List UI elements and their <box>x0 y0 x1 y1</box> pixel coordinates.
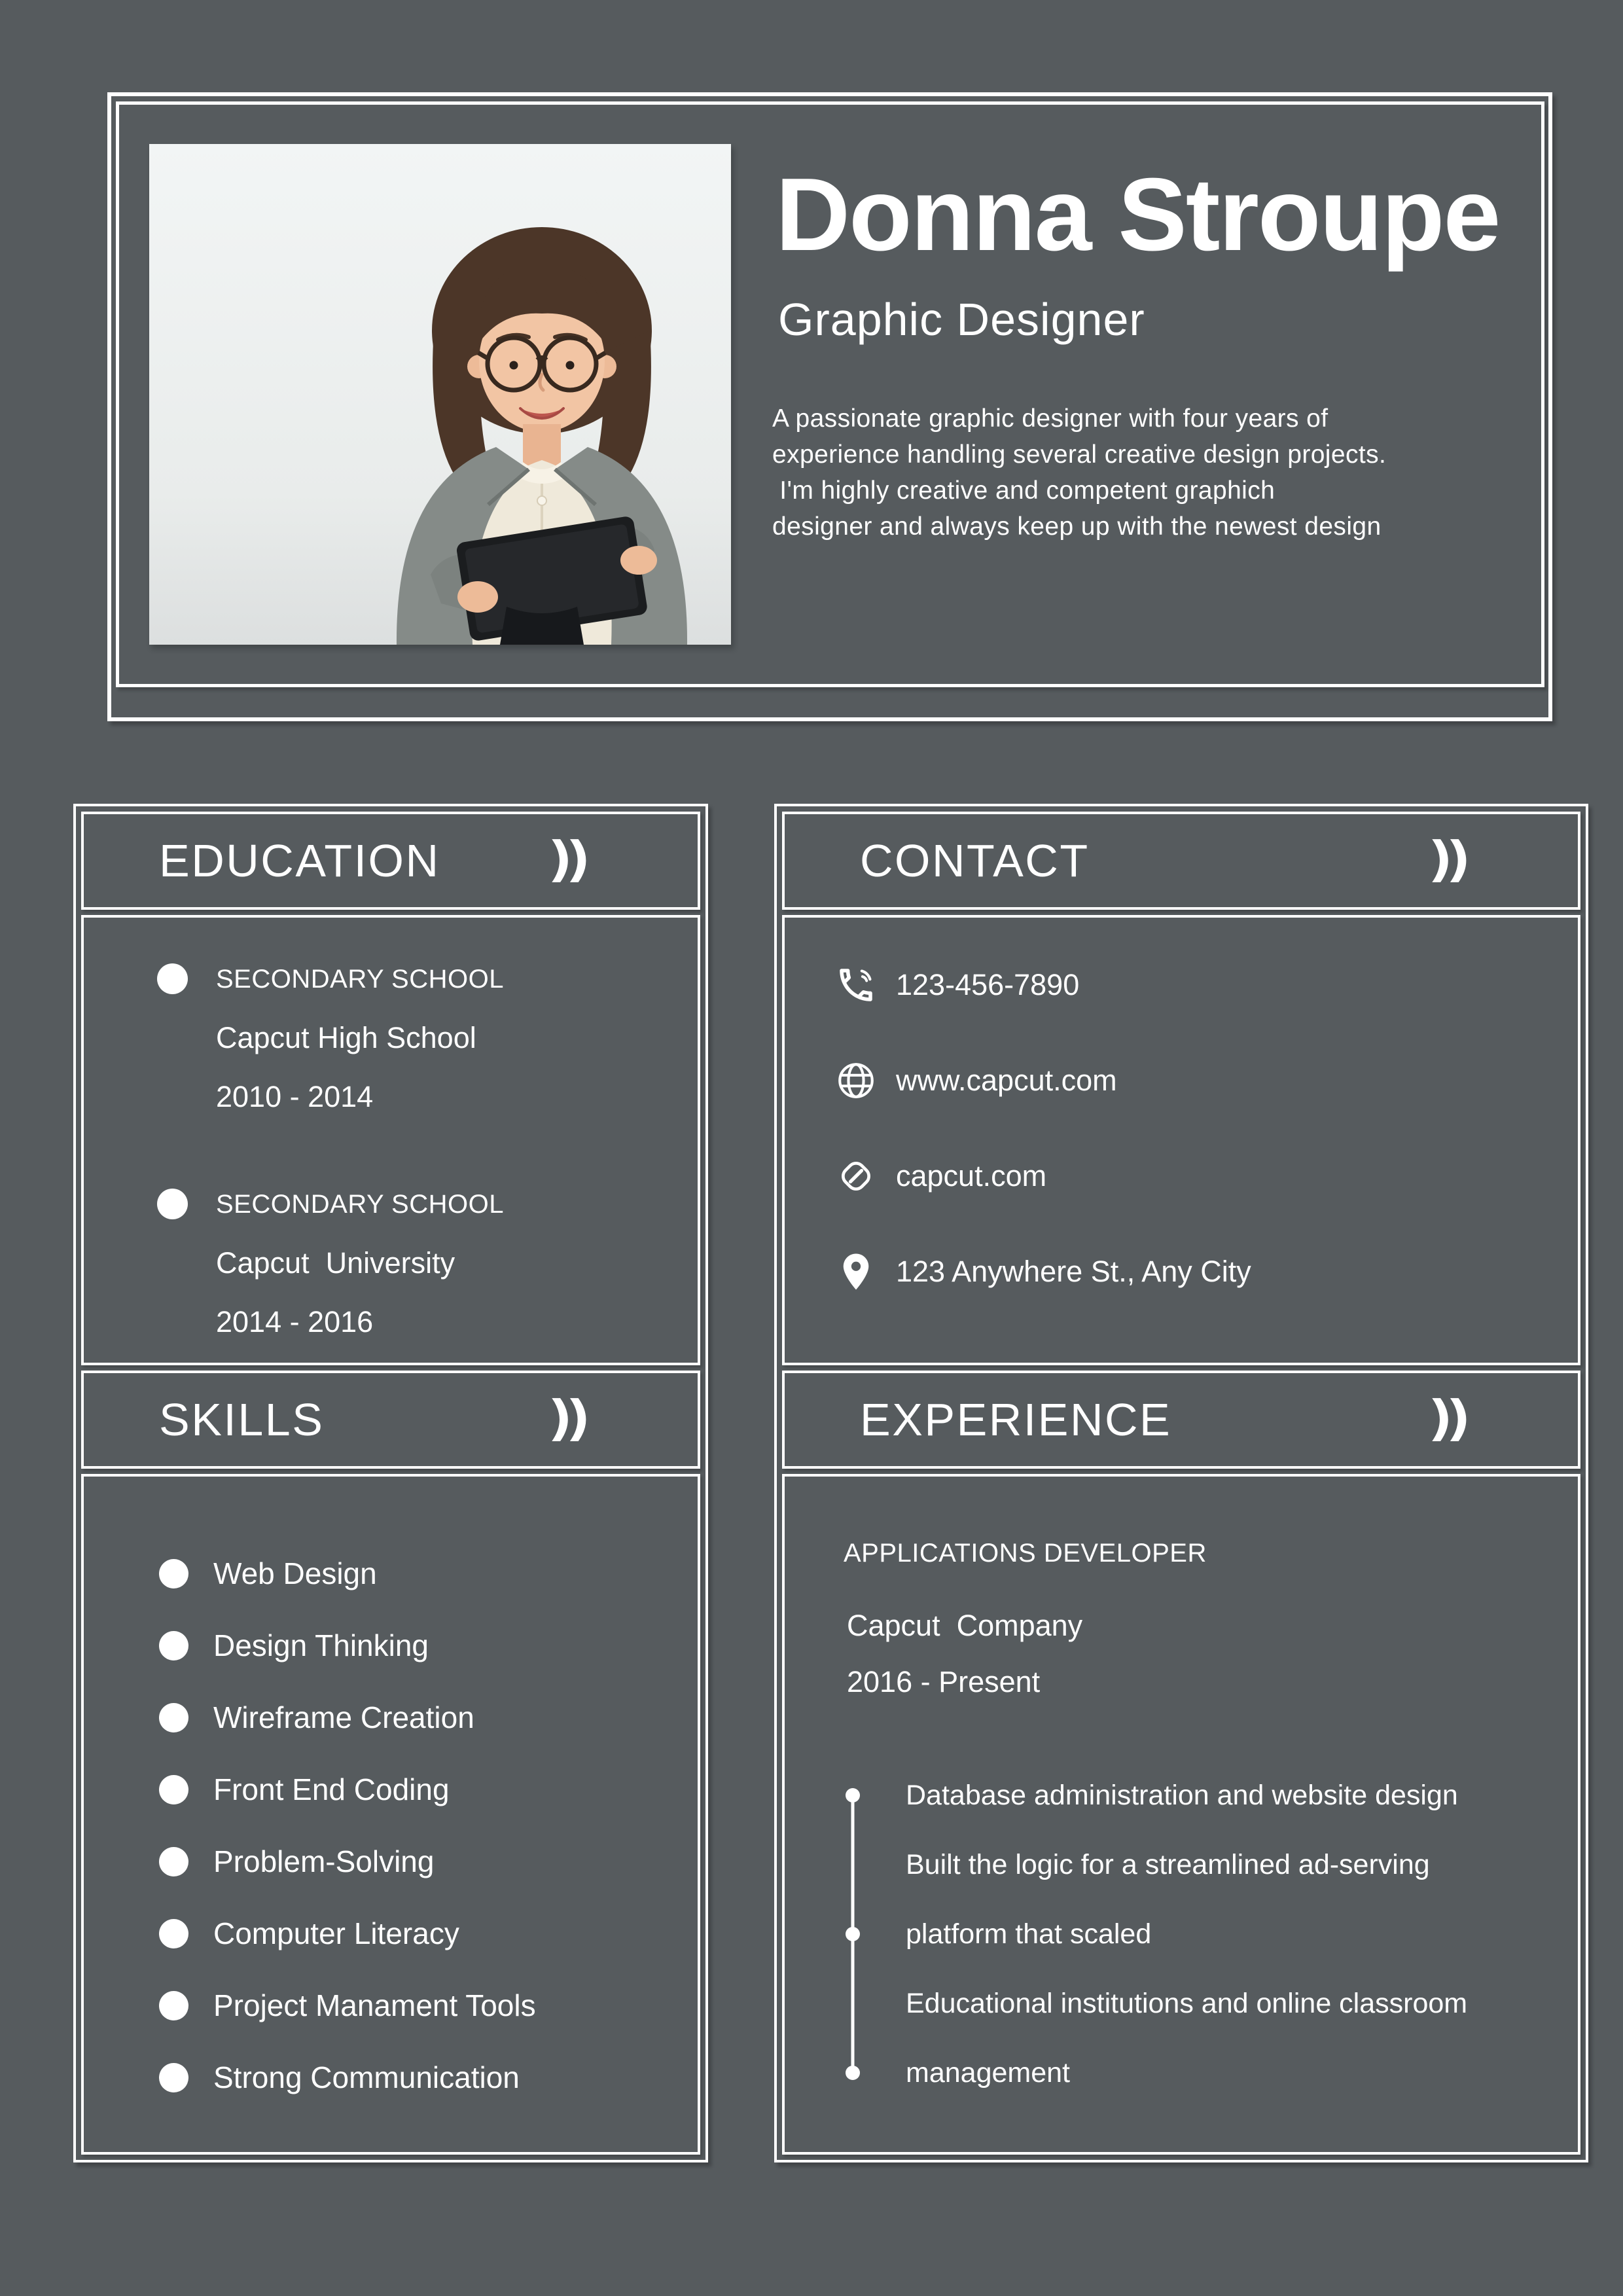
profile-photo <box>149 144 731 645</box>
skill-item <box>159 1609 698 1681</box>
skill-label: Problem-Solving <box>213 1844 435 1878</box>
education-entry <box>157 950 698 1126</box>
skill-label: Front End Coding <box>213 1772 450 1806</box>
experience-section-body <box>782 1474 1580 2155</box>
skill-label: Wireframe Creation <box>213 1700 474 1734</box>
phone-icon <box>834 963 878 1007</box>
contact-item-phone <box>834 937 1578 1033</box>
experience-description-line: Built the logic for a streamlined ad-serving <box>906 1848 1430 1880</box>
summary <box>772 401 1386 545</box>
contact-section-header <box>782 812 1580 910</box>
job-title: Graphic Designer <box>778 294 1145 345</box>
bullet-icon <box>157 963 188 994</box>
double-chevron-icon <box>545 1397 596 1442</box>
left-column <box>73 804 708 2162</box>
name: Donna Stroupe <box>776 157 1500 272</box>
experience-description-line: platform that scaled <box>906 1918 1152 1950</box>
globe-icon <box>834 1059 878 1102</box>
skill-label: Project Manament Tools <box>213 1988 536 2022</box>
skills-list <box>84 1537 698 2113</box>
skills-section-header <box>81 1371 700 1469</box>
contact-item-website <box>834 1033 1578 1128</box>
education-years: 2014 - 2016 <box>216 1305 374 1338</box>
education-school: Capcut High School <box>216 1021 476 1054</box>
skill-item <box>159 2041 698 2113</box>
skill-label: Design Thinking <box>213 1628 429 1662</box>
experience-description <box>906 1761 1552 2108</box>
skill-item <box>159 1897 698 1969</box>
contact-text: capcut.com <box>896 1159 1047 1193</box>
bullet-icon <box>159 1847 188 1876</box>
skill-label: Web Design <box>213 1556 377 1590</box>
bullet-icon <box>159 1919 188 1948</box>
link-icon <box>834 1155 878 1198</box>
summary-line: experience handling several creative design projects. <box>772 440 1387 469</box>
contact-text: 123 Anywhere St., Any City <box>896 1255 1251 1288</box>
timeline-dot <box>846 2066 860 2080</box>
timeline-dot <box>846 1927 860 1941</box>
experience-period: 2016 - Present <box>847 1665 1041 1698</box>
bullet-icon <box>159 1775 188 1804</box>
education-years: 2010 - 2014 <box>216 1080 374 1113</box>
skill-label: Strong Communication <box>213 2060 520 2094</box>
bullet-icon <box>159 2063 188 2092</box>
experience-description-line: Educational institutions and online classroom <box>906 1987 1468 2019</box>
contact-title: CONTACT <box>860 835 1090 886</box>
education-level: SECONDARY SCHOOL <box>216 1189 504 1219</box>
education-entry <box>157 1175 698 1352</box>
timeline-dot <box>846 1788 860 1803</box>
contact-item-link <box>834 1128 1578 1224</box>
contact-text: www.capcut.com <box>896 1064 1117 1097</box>
bullet-icon <box>159 1631 188 1660</box>
contact-list <box>785 937 1578 1319</box>
bullet-icon <box>159 1703 188 1732</box>
bullet-icon <box>159 1991 188 2020</box>
experience-section-header <box>782 1371 1580 1469</box>
contact-text: 123-456-7890 <box>896 968 1080 1001</box>
contact-item-address <box>834 1224 1578 1319</box>
contact-section-body <box>782 915 1580 1365</box>
experience-role: APPLICATIONS DEVELOPER <box>844 1539 1207 1568</box>
double-chevron-icon <box>545 838 596 883</box>
double-chevron-icon <box>1425 1397 1476 1442</box>
experience-company: Capcut Company <box>847 1609 1083 1642</box>
location-icon <box>834 1250 878 1293</box>
education-section-header <box>81 812 700 910</box>
education-school: Capcut University <box>216 1246 455 1280</box>
skills-section-body <box>81 1474 700 2155</box>
experience-description-line: management <box>906 2056 1070 2089</box>
education-level: SECONDARY SCHOOL <box>216 964 504 994</box>
summary-line: designer and always keep up with the newest design <box>772 512 1382 541</box>
summary-line: A passionate graphic designer with four years of <box>772 404 1329 433</box>
experience-description-line: Database administration and website design <box>906 1779 1458 1811</box>
education-section-body <box>81 915 700 1365</box>
skill-item <box>159 1537 698 1609</box>
experience-title: EXPERIENCE <box>860 1394 1172 1445</box>
skills-title: SKILLS <box>159 1394 325 1445</box>
right-column <box>774 804 1588 2162</box>
skill-item <box>159 1969 698 2041</box>
skill-item <box>159 1753 698 1825</box>
bullet-icon <box>157 1189 188 1219</box>
skill-item <box>159 1681 698 1753</box>
experience-timeline <box>846 1788 860 2080</box>
skill-label: Computer Literacy <box>213 1916 459 1950</box>
education-title: EDUCATION <box>159 835 440 886</box>
bullet-icon <box>159 1559 188 1588</box>
skill-item <box>159 1825 698 1897</box>
double-chevron-icon <box>1425 838 1476 883</box>
summary-line: I'm highly creative and competent graphich <box>772 476 1275 505</box>
